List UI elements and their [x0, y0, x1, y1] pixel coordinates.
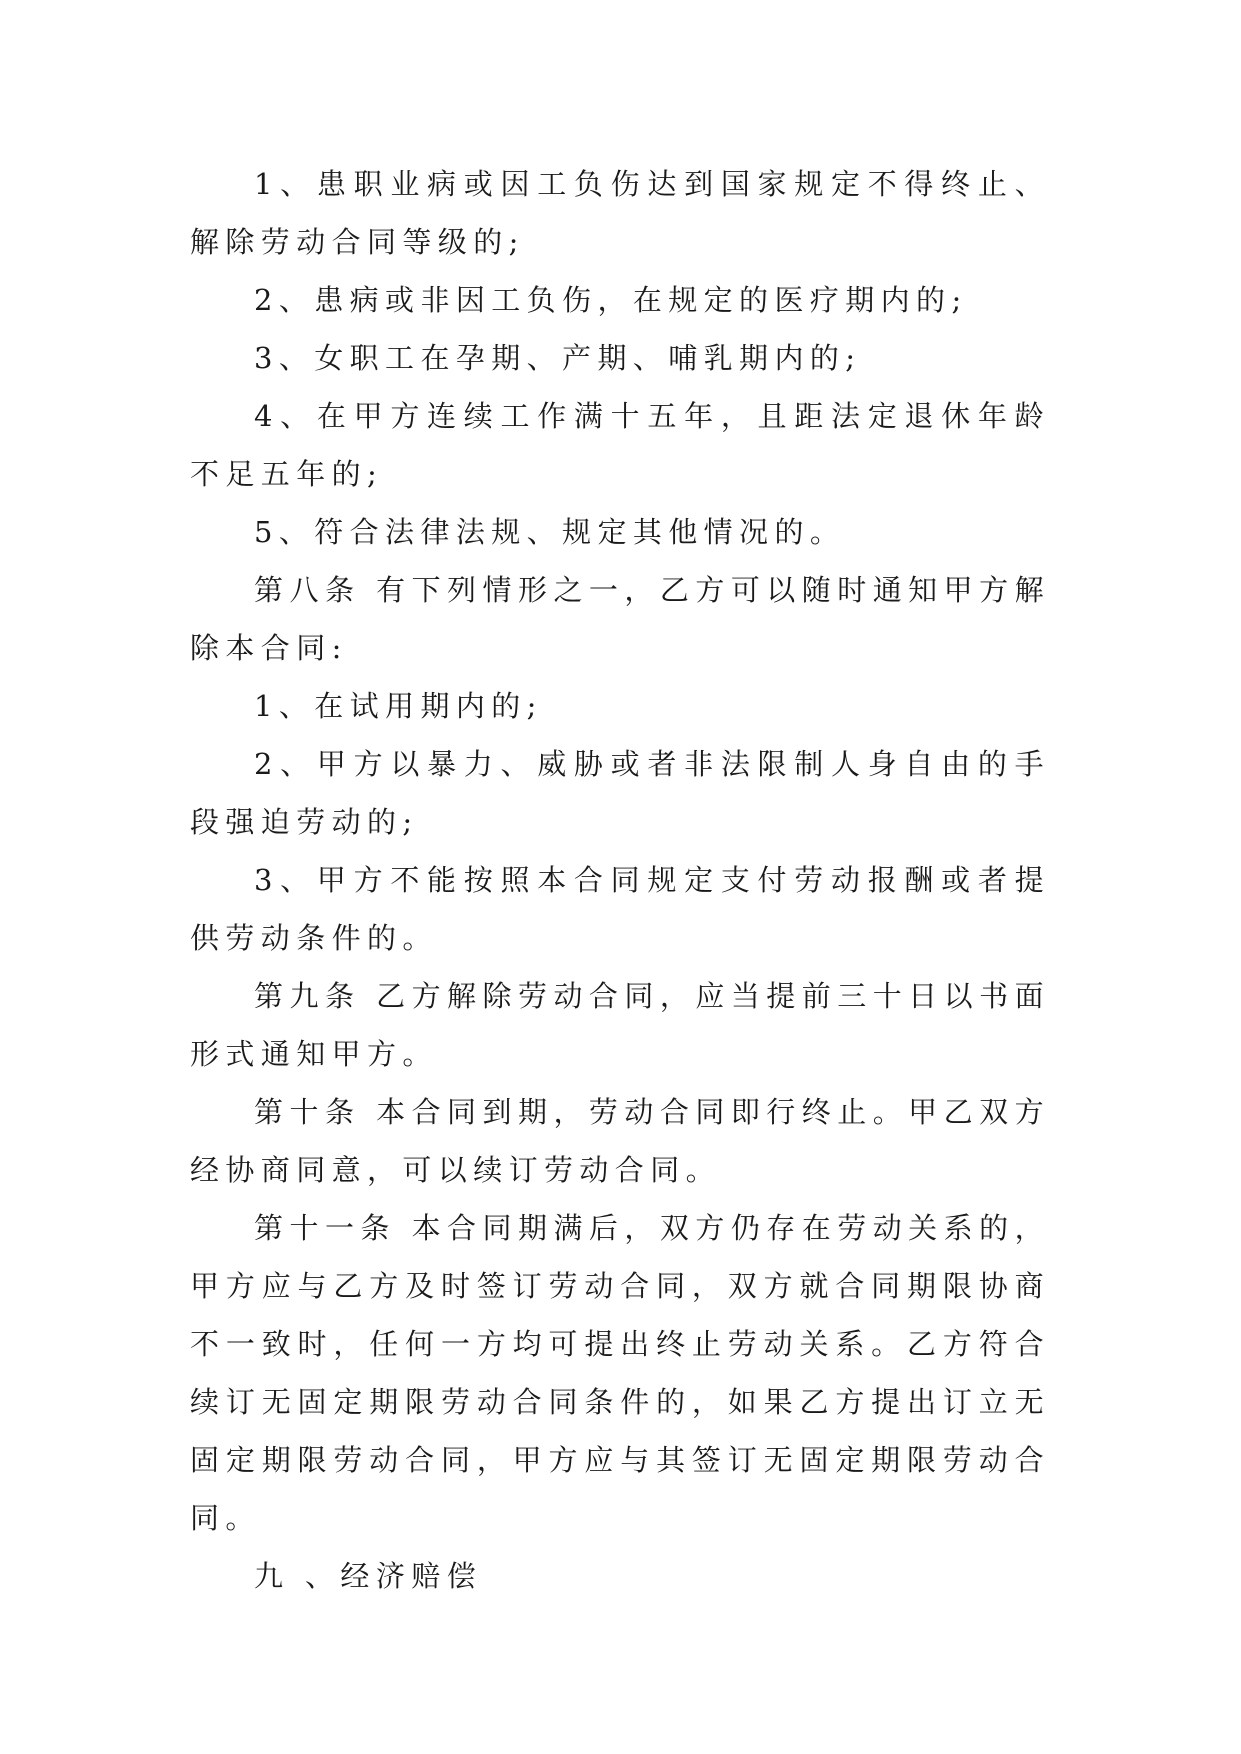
- paragraph-item-7: 2、甲方以暴力、威胁或者非法限制人身自由的手段强迫劳动的;: [190, 747, 1050, 839]
- paragraph-item-2: 2、患病或非因工负伤，在规定的医疗期内的;: [254, 283, 968, 317]
- article-11: 第十一条 本合同期满后，双方仍存在劳动关系的，甲方应与乙方及时签订劳动合同，双方就合同期限协商不一致时，任何一方均可提出终止劳动关系。乙方符合续订无固定期限劳动合同条件的，如果乙方提出订立无固定期限劳动合同，甲方应与其签订无固定期限劳动合同。: [190, 1211, 1050, 1535]
- paragraph-item-8: 3、甲方不能按照本合同规定支付劳动报酬或者提供劳动条件的。: [190, 863, 1050, 955]
- article-9: 第九条 乙方解除劳动合同，应当提前三十日以书面形式通知甲方。: [190, 979, 1050, 1071]
- paragraph-item-1: 1、患职业病或因工负伤达到国家规定不得终止、解除劳动合同等级的;: [190, 167, 1050, 259]
- paragraph-item-5: 5、符合法律法规、规定其他情况的。: [254, 515, 846, 549]
- document-body: [190, 155, 1050, 1605]
- section-heading-economic-compensation: 九 、经济赔偿: [254, 1559, 483, 1593]
- article-10: 第十条 本合同到期，劳动合同即行终止。甲乙双方经协商同意，可以续订劳动合同。: [190, 1095, 1050, 1187]
- paragraph-item-4: 4、在甲方连续工作满十五年，且距法定退休年龄不足五年的;: [190, 399, 1050, 491]
- paragraph-item-6: 1、在试用期内的;: [254, 689, 543, 723]
- paragraph-item-3: 3、女职工在孕期、产期、哺乳期内的;: [254, 341, 862, 375]
- article-8-heading: 第八条 有下列情形之一，乙方可以随时通知甲方解除本合同:: [190, 573, 1050, 665]
